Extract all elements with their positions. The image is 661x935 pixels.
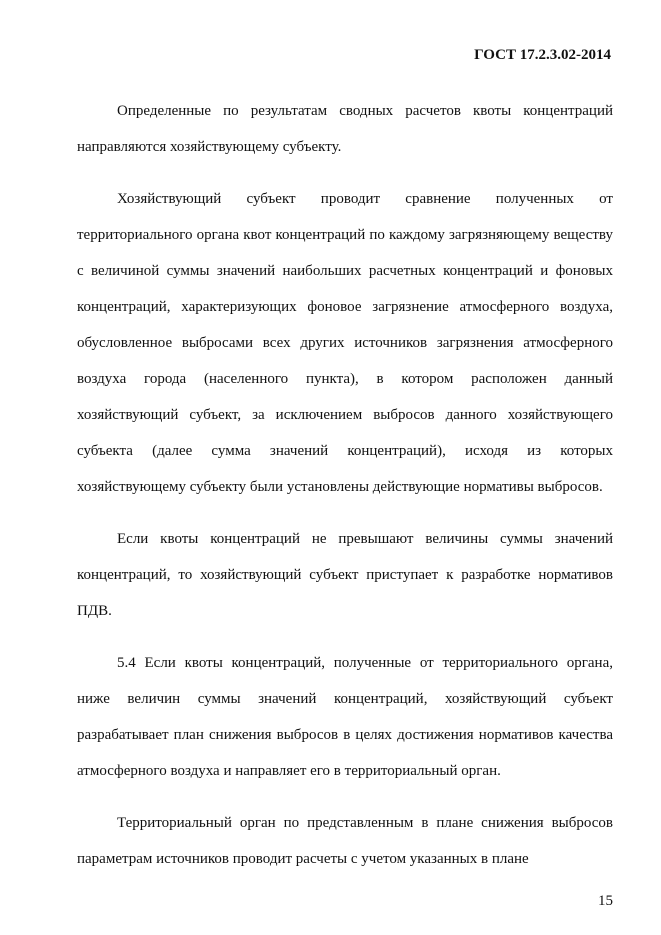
paragraph-quotas-sent: Определенные по результатам сводных расчетов квоты концентраций направляются хозяйствующему субъекту. [77,103,613,155]
document-body [77,93,613,893]
paragraph-comparison: Хозяйствующий субъект проводит сравнение полученных от территориального органа квот концентраций по каждому загрязняющему веществу с величиной суммы значений наибольших расчетных концентраций и фоновых концентраций, характеризующих фоновое загрязнение атмосферного воздуха, обусловленное выбросами всех других источников загрязнения атмосферного воздуха города (населенного пункта), в котором расположен данный хозяйствующий субъект, за исключением выбросов данного хозяйствующего субъекта (далее сумма значений концентраций), исходя из которых хозяйствующему субъекту были установлены действующие нормативы выбросов. [77,191,613,495]
document-code-header: ГОСТ 17.2.3.02-2014 [474,47,611,63]
page-number: 15 [598,893,613,909]
paragraph-territorial-authority: Территориальный орган по представленным в плане снижения выбросов параметрам источников проводит расчеты с учетом указанных в плане [77,815,613,867]
paragraph-section-5-4: 5.4 Если квоты концентраций, полученные от территориального органа, ниже величин суммы значений концентраций, хозяйствующий субъект разрабатывает план снижения выбросов в целях достижения нормативов качества атмосферного воздуха и направляет его в территориальный орган. [77,655,613,779]
paragraph-pdv-development: Если квоты концентраций не превышают величины суммы значений концентраций, то хозяйствующий субъект приступает к разработке нормативов ПДВ. [77,531,613,619]
